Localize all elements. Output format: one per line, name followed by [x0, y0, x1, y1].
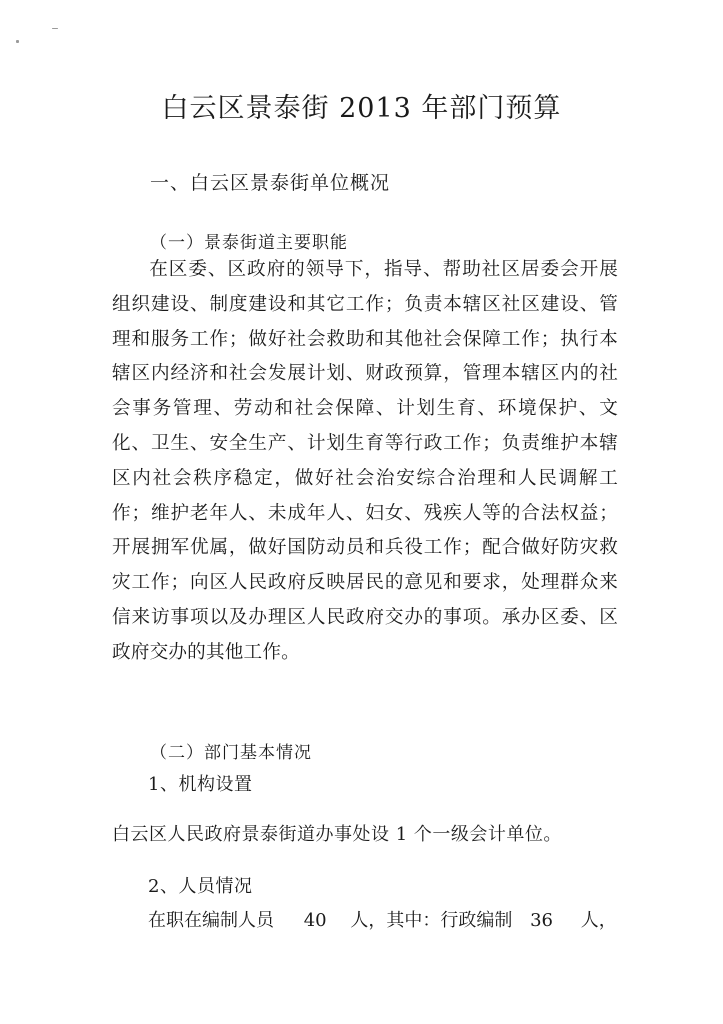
staff-prefix: 在职在编制人员: [148, 910, 274, 931]
staff-total: 40: [303, 910, 327, 931]
staff-unit: 人，: [580, 910, 617, 931]
staff-line: [148, 906, 617, 932]
subsection-heading: （二）部门基本情况: [150, 743, 312, 763]
scan-speck: [16, 40, 19, 43]
scan-speck: [52, 28, 58, 29]
staff-admin: 36: [530, 910, 554, 931]
item-heading: 2、人员情况: [148, 876, 253, 897]
document-title: 白云区景泰街 2013 年部门预算: [161, 93, 562, 124]
item-body: 白云区人民政府景泰街道办事处设 1 个一级会计单位。: [112, 824, 562, 845]
staff-unit: 人，其中：行政编制: [350, 910, 513, 931]
section-heading: 一、白云区景泰街单位概况: [150, 172, 391, 194]
subsection-heading: （一）景泰街道主要职能: [150, 233, 348, 253]
item-heading: 1、机构设置: [148, 774, 253, 795]
duties-paragraph: 在区委、区政府的领导下，指导、帮助社区居委会开展组织建设、制度建设和其它工作；负责本辖区社区建设、管理和服务工作；做好社会救助和其他社会保障工作；执行本辖区内经济和社会发展计划、财政预算，管理本辖区内的社会事务管理、劳动和社会保障、计划生育、环境保护、文化、卫生、安全生产、计划生育等行政工作；负责维护本辖区内社会秩序稳定，做好社会治安综合治理和人民调解工作；维护老年人、未成年人、妇女、残疾人等的合法权益；开展拥军优属，做好国防动员和兵役工作；配合做好防灾救灾工作；向区人民政府反映居民的意见和要求，处理群众来信来访事项以及办理区人民政府交办的事项。承办区委、区政府交办的其他工作。: [112, 259, 618, 663]
